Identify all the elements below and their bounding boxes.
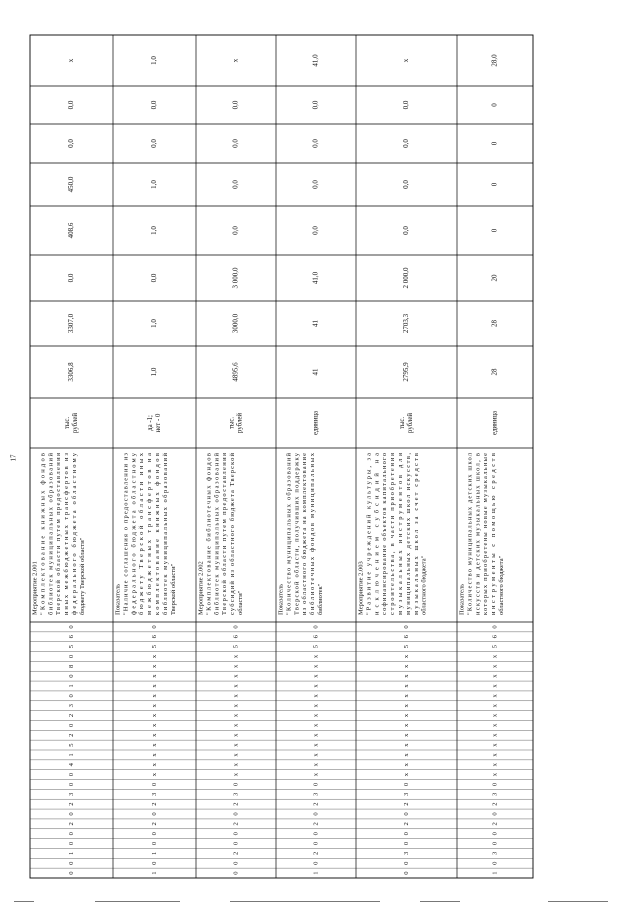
code-digit: x xyxy=(232,704,240,708)
code-digit: 0 xyxy=(312,782,320,787)
code-digit: x xyxy=(232,753,240,757)
description-line: Показатель xyxy=(114,583,122,615)
code-digit: x xyxy=(151,763,159,767)
code-digit: 0 xyxy=(68,625,76,629)
code-digit: 0 xyxy=(312,812,320,816)
value-cell: 0,0 xyxy=(402,180,411,189)
table-row xyxy=(114,56,176,875)
description-line: библиотек" xyxy=(316,583,324,615)
value-cell: 0,0 xyxy=(231,180,240,189)
description-line: Показатель xyxy=(277,583,285,615)
code-digit: 2 xyxy=(68,733,76,737)
code-digit: x xyxy=(312,763,320,767)
unit-label: да -1; xyxy=(147,415,155,431)
description-line: библиотек муниципальных образований xyxy=(161,453,169,615)
code-digit: 0 xyxy=(403,832,411,836)
code-digit: 2 xyxy=(68,802,76,806)
code-digit: 3 xyxy=(491,792,499,796)
code-digit: x xyxy=(312,772,320,777)
code-digit: 0 xyxy=(491,861,499,865)
code-digit: 3 xyxy=(232,792,240,796)
code-digit: 2 xyxy=(491,822,499,826)
code-digit: 1 xyxy=(68,753,76,757)
code-digit: x xyxy=(312,654,320,659)
description-line: из областного бюджета на комплектование xyxy=(301,453,309,615)
code-digit: 0 xyxy=(312,861,320,865)
code-digit: x xyxy=(403,772,411,777)
description-line: Мероприятие 2.002 xyxy=(197,561,205,615)
code-digit: 0 xyxy=(232,782,240,787)
description-line: межбюджетных трансфертов на xyxy=(146,453,154,615)
code-digit: 0 xyxy=(403,861,411,865)
code-digit: x xyxy=(491,733,499,737)
value-cell: 0,0 xyxy=(231,226,240,235)
description-line: комплектование книжных фондов xyxy=(153,453,161,615)
code-digit: 1 xyxy=(151,851,159,856)
code-digit: x xyxy=(491,704,499,708)
value-cell: 0 xyxy=(490,103,499,107)
code-digit: x xyxy=(403,723,411,728)
value-cell: 3307,0 xyxy=(67,313,76,334)
code-digit: x xyxy=(151,713,159,718)
code-digit: x xyxy=(491,694,499,698)
code-digit: 0 xyxy=(68,772,76,777)
code-digit: 0 xyxy=(68,694,76,698)
code-digit: x xyxy=(403,654,411,659)
code-digit: 1 xyxy=(151,871,159,875)
code-digit: x xyxy=(232,654,240,659)
code-digit: 0 xyxy=(68,723,76,728)
description-line: библиотек муниципальных образований xyxy=(47,453,55,615)
code-digit: 3 xyxy=(491,851,499,856)
value-cell: 41 xyxy=(311,368,320,376)
code-digit: x xyxy=(151,723,159,728)
description-line: областного бюджета" xyxy=(420,555,428,615)
code-digit: x xyxy=(491,664,499,668)
value-cell: 3306,8 xyxy=(67,362,76,382)
code-digit: 0 xyxy=(68,841,76,846)
code-digit: 0 xyxy=(151,841,159,846)
description-line: иных межбюджетных трансфертов из xyxy=(63,453,71,615)
code-digit: x xyxy=(491,654,499,659)
value-cell: 0,0 xyxy=(231,100,240,110)
description-line: "Количество муниципальных детских школ xyxy=(466,453,474,615)
code-digit: 0 xyxy=(403,841,411,846)
code-digit: 6 xyxy=(232,635,240,639)
value-cell: 3 000,0 xyxy=(231,267,240,289)
code-digit: x xyxy=(491,713,499,718)
code-digit: 1 xyxy=(68,851,76,856)
description-line: исключением субсидий на xyxy=(373,453,381,615)
value-cell: 0,0 xyxy=(67,273,76,283)
code-digit: x xyxy=(403,713,411,718)
unit-label: тыс. xyxy=(64,416,72,430)
code-digit: x xyxy=(312,674,320,678)
unit-label: нет - 0 xyxy=(155,413,163,433)
code-digit: 2 xyxy=(68,713,76,718)
value-cell: 4895,6 xyxy=(231,362,240,382)
target-value: x xyxy=(67,58,76,63)
value-cell: 450,0 xyxy=(67,176,76,193)
description-line: "Наличие соглашения о предоставлении из xyxy=(122,453,130,615)
code-digit: x xyxy=(151,772,159,777)
code-digit: 0 xyxy=(68,832,76,836)
table-row xyxy=(197,58,244,874)
code-digit: 3 xyxy=(68,792,76,796)
code-digit: 5 xyxy=(403,644,411,649)
value-cell: 1,0 xyxy=(150,367,159,377)
code-digit: 5 xyxy=(68,743,76,747)
code-digit: x xyxy=(312,704,320,708)
code-digit: 1 xyxy=(68,684,76,688)
description-line: Мероприятие 2.003 xyxy=(357,561,365,615)
description-line: софинансирование объектов капитального xyxy=(381,453,389,615)
value-cell: 20 xyxy=(490,274,499,282)
description-line: Тверской области, получивших поддержку xyxy=(293,453,301,615)
code-digit: x xyxy=(232,684,240,688)
code-digit: 0 xyxy=(491,832,499,836)
code-digit: x xyxy=(232,763,240,767)
code-digit: x xyxy=(403,753,411,757)
description-line: Тверской области" xyxy=(169,563,177,615)
code-digit: x xyxy=(312,733,320,737)
value-cell: 0,0 xyxy=(67,100,76,110)
unit-label: единица xyxy=(312,411,320,435)
description-line: Показатель xyxy=(458,583,466,615)
code-digit: 5 xyxy=(312,644,320,649)
code-digit: x xyxy=(232,694,240,698)
value-cell: 0,0 xyxy=(150,273,159,283)
code-digit: 6 xyxy=(68,635,76,639)
code-digit: x xyxy=(151,664,159,668)
code-digit: 0 xyxy=(68,654,76,659)
code-digit: 2 xyxy=(312,851,320,856)
description-line: областного бюджета" xyxy=(497,555,505,615)
unit-label: единица xyxy=(491,411,499,435)
code-digit: 5 xyxy=(151,644,159,649)
code-digit: x xyxy=(232,674,240,678)
description-line: "Комплектование книжных фондов xyxy=(39,453,47,615)
value-cell: 41 xyxy=(311,320,320,327)
code-digit: 0 xyxy=(491,625,499,629)
unit-label: рублей xyxy=(236,413,244,433)
code-digit: 0 xyxy=(151,861,159,865)
value-cell: 0,0 xyxy=(311,100,320,110)
value-cell: 2795,9 xyxy=(402,362,411,382)
code-digit: 2 xyxy=(403,822,411,826)
code-digit: 0 xyxy=(403,782,411,787)
description-line: "Развитие учреждений культуры, за xyxy=(365,453,373,615)
value-cell: 1,0 xyxy=(150,319,159,328)
value-cell: 0,0 xyxy=(402,100,411,110)
code-digit: 6 xyxy=(403,635,411,639)
value-cell: 0 xyxy=(490,228,499,233)
code-digit: x xyxy=(151,674,159,678)
description-line: Тверской области путем предоставления xyxy=(221,453,229,615)
code-digit: 0 xyxy=(68,861,76,865)
code-digit: 3 xyxy=(312,792,320,796)
unit-label: тыс. xyxy=(399,416,407,430)
code-digit: 0 xyxy=(232,812,240,816)
code-digit: 6 xyxy=(491,635,499,639)
code-digit: 2 xyxy=(403,802,411,806)
unit-label: рублей xyxy=(407,413,415,433)
description-line: федерального бюджета областному xyxy=(70,453,78,615)
value-cell: 0,0 xyxy=(231,139,240,148)
code-digit: x xyxy=(151,654,159,659)
value-cell: 0 xyxy=(490,141,499,146)
code-digit: x xyxy=(312,723,320,728)
table-row xyxy=(31,58,85,874)
description-line: искусств и детских музыкальных школ, в xyxy=(474,453,482,615)
code-digit: 3 xyxy=(151,792,159,796)
code-digit: 3 xyxy=(68,704,76,708)
description-line: библиотек муниципальных образований xyxy=(213,453,221,615)
description-line: муниципальных детских школ искусств, xyxy=(404,453,412,615)
code-digit: x xyxy=(151,704,159,708)
code-digit: 8 xyxy=(68,664,76,668)
value-cell: 2 000,0 xyxy=(402,267,411,289)
table-row xyxy=(458,54,505,875)
description-line: "Комплектование библиотечных фондов xyxy=(205,453,213,615)
code-digit: x xyxy=(491,753,499,757)
code-digit: 0 xyxy=(403,625,411,629)
code-digit: 2 xyxy=(312,822,320,826)
code-digit: 2 xyxy=(491,802,499,806)
code-digit: x xyxy=(491,743,499,747)
code-digit: x xyxy=(232,772,240,777)
target-value: 1,0 xyxy=(150,56,159,65)
code-digit: x xyxy=(491,723,499,728)
description-line: музыкальных школ за счет средств xyxy=(412,453,420,615)
description-line: бюджету Тверской области" xyxy=(78,537,86,615)
code-digit: 0 xyxy=(68,871,76,875)
code-digit: x xyxy=(403,674,411,678)
value-cell: 0 xyxy=(490,182,499,187)
code-digit: 0 xyxy=(491,812,499,816)
table-frame xyxy=(30,35,533,878)
code-digit: 6 xyxy=(151,635,159,639)
code-digit: x xyxy=(403,704,411,708)
table-row xyxy=(357,58,427,874)
code-digit: 0 xyxy=(491,841,499,846)
value-cell: 0,0 xyxy=(402,139,411,148)
description-line: субсидий из областного бюджета Тверской xyxy=(229,453,237,615)
target-value: 41,0 xyxy=(311,54,320,67)
unit-label: рублей xyxy=(72,413,80,433)
value-cell: 28 xyxy=(490,320,499,327)
code-digit: x xyxy=(403,733,411,737)
code-digit: 0 xyxy=(68,782,76,787)
code-digit: x xyxy=(232,733,240,737)
code-digit: 1 xyxy=(312,871,320,875)
code-digit: 0 xyxy=(403,871,411,875)
target-value: x xyxy=(402,58,411,63)
code-digit: x xyxy=(491,674,499,678)
value-cell: 0,0 xyxy=(150,139,159,148)
code-digit: x xyxy=(232,713,240,718)
code-digit: x xyxy=(312,753,320,757)
code-digit: x xyxy=(403,684,411,688)
description-line: бюджету Тверской области иных xyxy=(138,453,146,615)
code-digit: 0 xyxy=(312,841,320,846)
value-cell: 28 xyxy=(490,368,499,376)
code-digit: x xyxy=(151,753,159,757)
code-digit: 0 xyxy=(68,812,76,816)
code-digit: 0 xyxy=(232,871,240,875)
value-cell: 0,0 xyxy=(311,226,320,235)
code-digit: 0 xyxy=(232,841,240,846)
scan-edge-marks xyxy=(0,899,640,905)
code-digit: 0 xyxy=(232,625,240,629)
description-line: области" xyxy=(236,590,244,615)
code-digit: 3 xyxy=(403,792,411,796)
code-digit: x xyxy=(491,772,499,777)
code-digit: 2 xyxy=(151,822,159,826)
code-digit: x xyxy=(403,664,411,668)
code-digit: 2 xyxy=(232,822,240,826)
target-value: x xyxy=(231,58,240,63)
code-digit: 0 xyxy=(151,812,159,816)
code-digit: x xyxy=(232,664,240,668)
code-digit: 2 xyxy=(151,802,159,806)
value-cell: 0,0 xyxy=(311,180,320,189)
value-cell: 1,0 xyxy=(150,180,159,189)
code-digit: 0 xyxy=(312,832,320,836)
code-digit: 0 xyxy=(151,782,159,787)
description-line: Мероприятие 2.001 xyxy=(31,561,39,615)
code-digit: x xyxy=(151,684,159,688)
value-cell: 1,0 xyxy=(150,226,159,235)
code-digit: 0 xyxy=(232,861,240,865)
code-digit: 0 xyxy=(151,832,159,836)
description-line: "Количество муниципальных образований xyxy=(285,453,293,615)
code-digit: 0 xyxy=(232,832,240,836)
code-digit: x xyxy=(312,743,320,747)
code-digit: 0 xyxy=(491,782,499,787)
code-digit: x xyxy=(403,763,411,767)
description-line: Тверской области путем предоставления xyxy=(55,453,63,615)
code-digit: 5 xyxy=(68,644,76,649)
value-cell: 3000,0 xyxy=(231,313,240,334)
code-digit: 4 xyxy=(68,763,76,767)
code-digit: x xyxy=(312,713,320,718)
code-digit: x xyxy=(312,684,320,688)
description-line: федерального бюджета областному xyxy=(130,453,138,615)
code-digit: x xyxy=(312,694,320,698)
code-digit: x xyxy=(232,723,240,728)
code-digit: 5 xyxy=(491,644,499,649)
value-cell: 0,0 xyxy=(150,100,159,110)
code-digit: x xyxy=(151,733,159,737)
code-digit: 0 xyxy=(68,674,76,678)
code-digit: 0 xyxy=(403,812,411,816)
code-digit: 2 xyxy=(232,802,240,806)
code-digit: 0 xyxy=(312,625,320,629)
code-digit: 0 xyxy=(151,625,159,629)
value-cell: 2703,3 xyxy=(402,313,411,334)
code-digit: x xyxy=(312,664,320,668)
code-digit: 2 xyxy=(312,802,320,806)
code-digit: 3 xyxy=(403,851,411,856)
description-line: инструменты с помощью средств xyxy=(490,453,498,615)
value-cell: 0,0 xyxy=(67,139,76,148)
code-digit: 2 xyxy=(232,851,240,856)
description-line: которых приобретены новые музыкальные xyxy=(482,453,490,615)
code-digit: x xyxy=(232,743,240,747)
page-number: 17 xyxy=(9,454,18,462)
value-cell: 408,6 xyxy=(67,222,76,239)
code-digit: x xyxy=(403,743,411,747)
code-digit: 1 xyxy=(491,871,499,875)
value-cell: 0,0 xyxy=(311,139,320,148)
code-digit: x xyxy=(151,743,159,747)
description-line: строительства, в части приобретения xyxy=(389,453,397,615)
code-digit: 2 xyxy=(68,822,76,826)
code-digit: x xyxy=(151,694,159,698)
description-line: музыкальных инструментов для xyxy=(396,452,404,615)
table-row xyxy=(277,54,324,875)
code-digit: x xyxy=(403,694,411,698)
code-digit: 6 xyxy=(312,635,320,639)
description-line: библиотечных фондов муниципальных xyxy=(309,453,317,615)
target-value: 28,0 xyxy=(490,54,499,67)
code-digit: x xyxy=(491,763,499,767)
code-digit: 5 xyxy=(232,644,240,649)
value-cell: 41,0 xyxy=(311,271,320,285)
unit-label: тыс. xyxy=(228,416,236,430)
code-digit: x xyxy=(491,684,499,688)
value-cell: 0,0 xyxy=(402,226,411,235)
